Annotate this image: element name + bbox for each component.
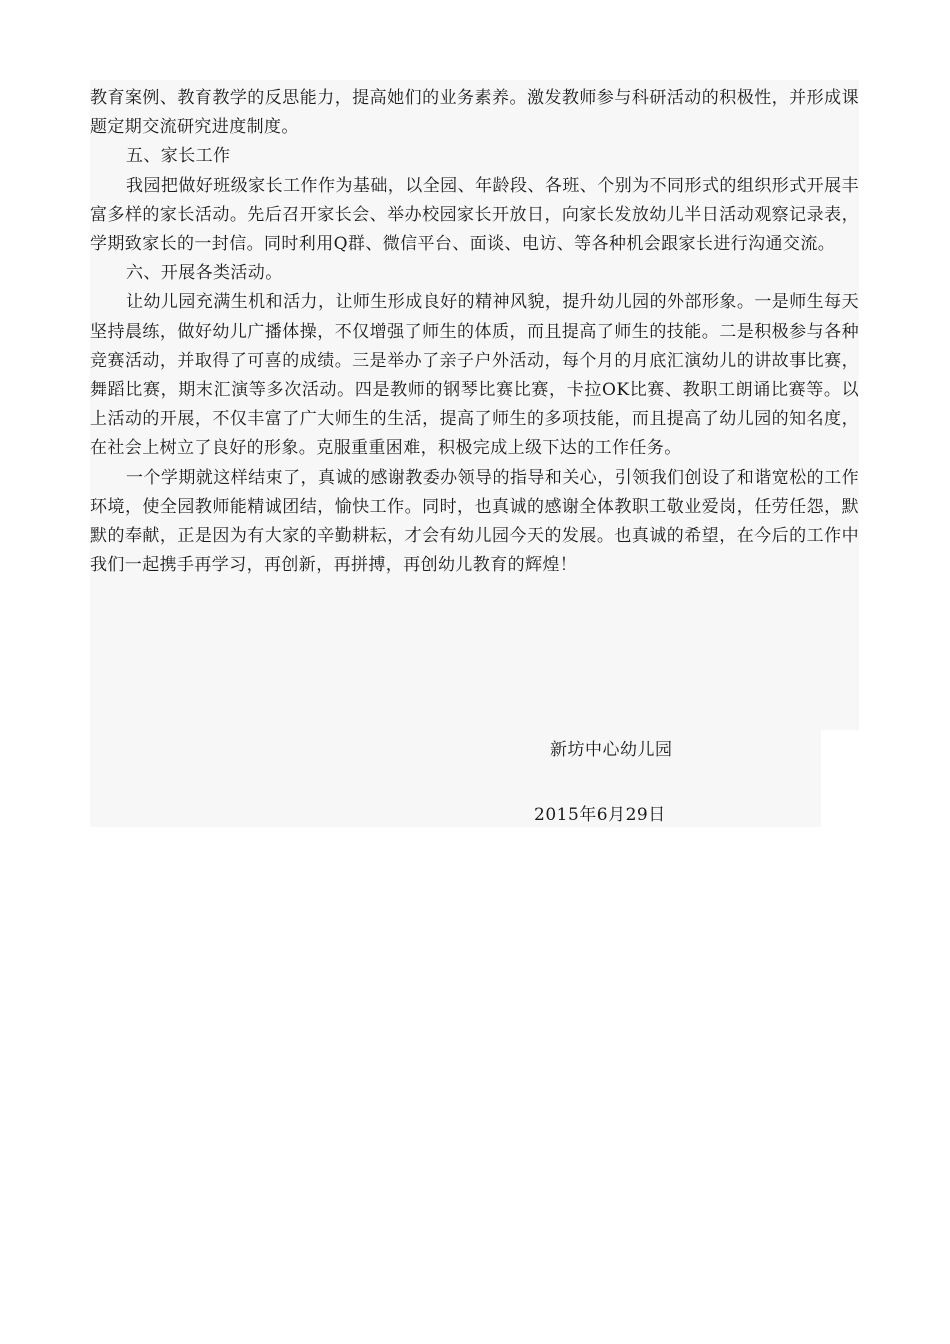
signature-organization: 新坊中心幼儿园 [550,740,673,760]
paragraph-parent-work: 我园把做好班级家长工作作为基础，以全园、年龄段、各班、个别为不同形式的组织形式开展丰富多样的家长活动。先后召开家长会、举办校园家长开放日，向家长发放幼儿半日活动观察记录表，学期致家长的一封信。同时利用Q群、微信平台、面谈、电访、等各种机会跟家长进行沟通交流。 [90,175,859,255]
signature-shading [90,730,821,827]
section-heading-parent-work: 五、家长工作 [126,146,231,167]
signature-date: 2015年6月29日 [534,805,666,825]
paragraph-activities: 让幼儿园充满生机和活力，让师生形成良好的精神风貌，提升幼儿园的外部形象。一是师生每天坚持晨练，做好幼儿广播体操，不仅增强了师生的体质，而且提高了师生的技能。二是积极参与各种竞赛活动，并取得了可喜的成绩。三是举办了亲子户外活动，每个月的月底汇演幼儿的讲故事比赛，舞蹈比赛，期末汇演等多次活动。四是教师的钢琴比赛比赛，卡拉OK比赛、教职工朗诵比赛等。以上活动的开展，不仅丰富了广大师生的生活，提高了师生的多项技能，而且提高了幼儿园的知名度，在社会上树立了良好的形象。克服重重困难，积极完成上级下达的工作任务。 [90,292,859,459]
paragraph-closing: 一个学期就这样结束了，真诚的感谢教委办领导的指导和关心，引领我们创设了和谐宽松的工作环境，使全园教师能精诚团结，愉快工作。同时，也真诚的感谢全体教职工敬业爱岗，任劳任怨，默默的奉献，正是因为有大家的辛勤耕耘，才会有幼儿园今天的发展。也真诚的希望，在今后的工作中我们一起携手再学习，再创新，再拼搏，再创幼儿教育的辉煌！ [90,467,859,576]
document-body [90,84,859,580]
section-heading-activities: 六、开展各类活动。 [126,263,283,284]
paragraph-continuation: 教育案例、教育教学的反思能力，提高她们的业务素养。激发教师参与科研活动的积极性，并形成课题定期交流研究进度制度。 [90,88,859,138]
